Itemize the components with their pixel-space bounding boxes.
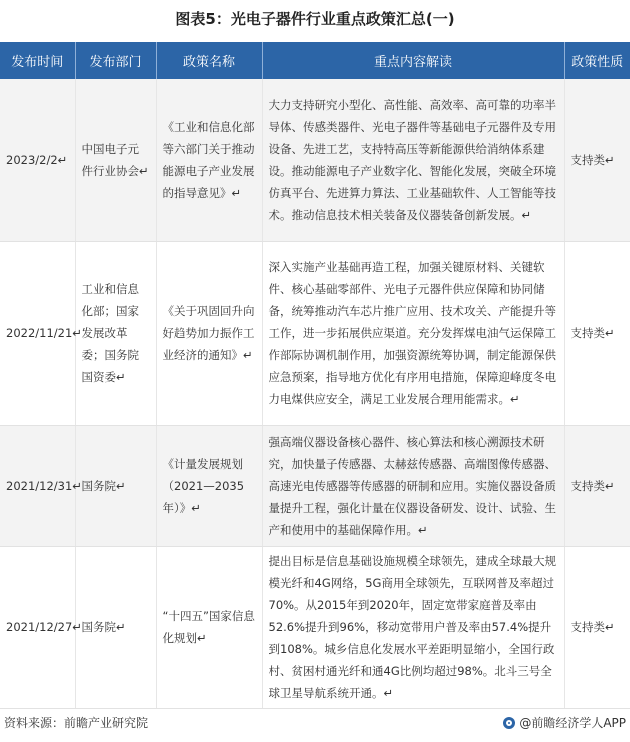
cell-policy-nature: 支持类↵ — [564, 546, 630, 708]
table-row — [0, 79, 630, 241]
cell-policy-nature: 支持类↵ — [564, 241, 630, 425]
brand — [503, 712, 626, 734]
cell-policy-name: 《关于巩固回升向好趋势加力振作工业经济的通知》↵ — [156, 241, 262, 425]
qianzhan-logo-icon — [503, 717, 515, 729]
cell-department: 工业和信息化部；国家发展改革委；国务院国资委↵ — [75, 241, 156, 425]
header-department: 发布部门 — [75, 42, 156, 79]
table-header-row — [0, 42, 630, 79]
cell-department: 国务院↵ — [75, 425, 156, 546]
cell-department: 中国电子元件行业协会↵ — [75, 79, 156, 241]
footer — [0, 712, 630, 734]
table-row — [0, 425, 630, 546]
cell-key-content: 提出目标是信息基础设施规模全球领先，建成全球最大规模光纤和4G网络，5G商用全球领先，互联网普及率超过70%。从2015年到2020年，固定宽带家庭普及率由52.6%提升到96%，移动宽带用户普及率由57.4%提升到108%。城乡信息化发展水平差距明显缩小，全国行政村、贫困村通光纤和通4G比例均超过98%。北斗三号全球卫星导航系统开通。↵ — [262, 546, 564, 708]
header-key-content: 重点内容解读 — [262, 42, 564, 79]
chart-title: 图表5：光电子器件行业重点政策汇总(一) — [175, 10, 455, 28]
table-row — [0, 241, 630, 425]
source-note: 资料来源：前瞻产业研究院 — [4, 716, 149, 730]
cell-policy-nature: 支持类↵ — [564, 79, 630, 241]
header-date: 发布时间 — [0, 42, 75, 79]
header-policy-nature: 政策性质 — [564, 42, 630, 79]
cell-date: 2022/11/21↵ — [0, 241, 75, 425]
table-row — [0, 546, 630, 708]
cell-policy-name: “十四五”国家信息化规划↵ — [156, 546, 262, 708]
cell-date: 2021/12/27↵ — [0, 546, 75, 708]
policy-table — [0, 42, 630, 709]
cell-department: 国务院↵ — [75, 546, 156, 708]
cell-date: 2023/2/2↵ — [0, 79, 75, 241]
header-policy-name: 政策名称 — [156, 42, 262, 79]
cell-policy-nature: 支持类↵ — [564, 425, 630, 546]
cell-policy-name: 《工业和信息化部等六部门关于推动能源电子产业发展的指导意见》↵ — [156, 79, 262, 241]
cell-key-content: 大力支持研究小型化、高性能、高效率、高可靠的功率半导体、传感类器件、光电子器件等基础电子元器件及专用设备、先进工艺，支持特高压等新能源供给消纳体系建设。推动能源电子产业数字化、智能化发展，突破全环境仿真平台、先进算力算法、工业基础软件、人工智能等技术。推动信息技术相关装备及仪器装备创新发展。↵ — [262, 79, 564, 241]
cell-policy-name: 《计量发展规划（2021—2035年）》↵ — [156, 425, 262, 546]
cell-date: 2021/12/31↵ — [0, 425, 75, 546]
cell-key-content: 强高端仪器设备核心器件、核心算法和核心溯源技术研究，加快量子传感器、太赫兹传感器、高端图像传感器、高速光电传感器等传感器的研制和应用。实施仪器设备质量提升工程，强化计量在仪器设备研发、设计、试验、生产和使用中的基础保障作用。↵ — [262, 425, 564, 546]
cell-key-content: 深入实施产业基础再造工程，加强关键原材料、关键软件、核心基础零部件、光电子元器件供应保障和协同储备，统筹推动汽车芯片推广应用、技术攻关、产能提升等工作，进一步拓展供应渠道。充分发挥煤电油气运保障工作部际协调机制作用，加强资源统筹协调，制定能源保供应急预案，指导地方优化有序用电措施，保障迎峰度冬电力电煤供应安全，满足工业发展合理用能需求。↵ — [262, 241, 564, 425]
brand-label: @前瞻经济学人APP — [519, 716, 626, 730]
